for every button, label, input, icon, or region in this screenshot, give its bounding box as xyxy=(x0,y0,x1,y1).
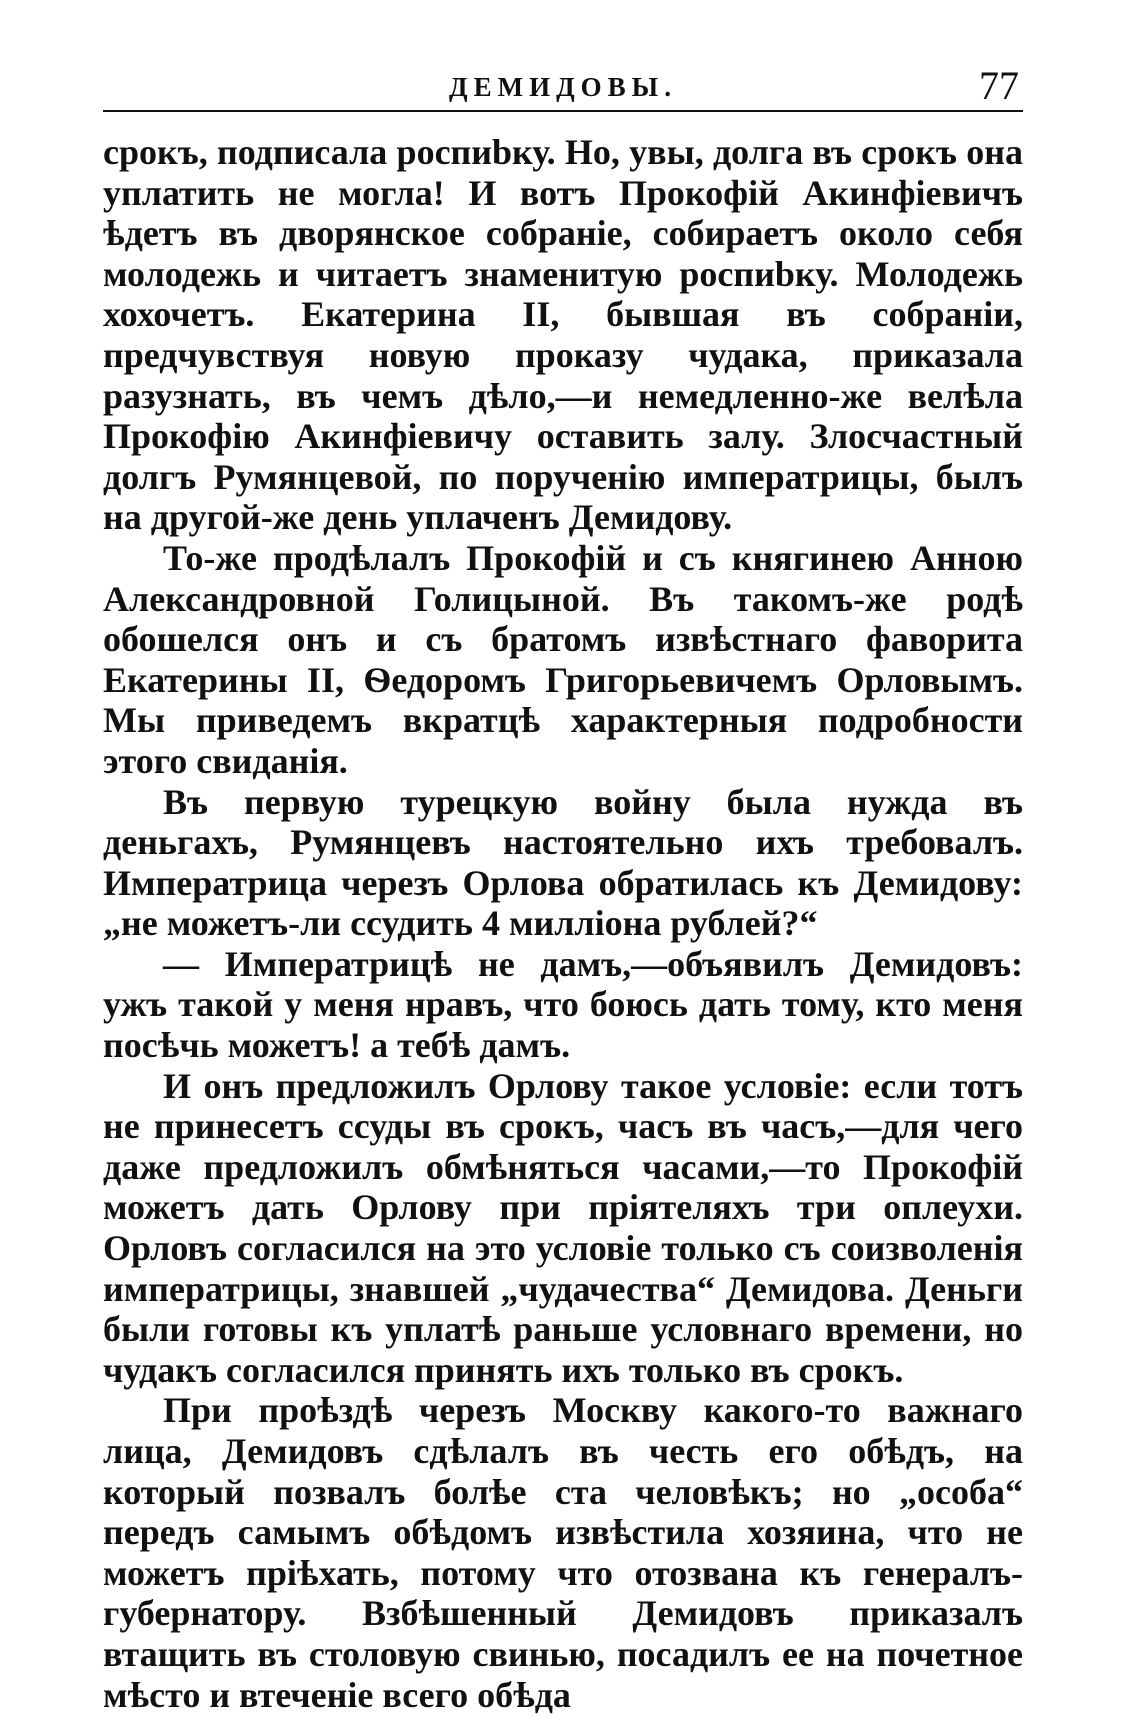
running-head xyxy=(103,60,1023,112)
book-page xyxy=(103,60,1023,1715)
running-title: ДЕМИДОВЫ. xyxy=(449,72,677,102)
paragraph-6: При проѣздѣ черезъ Москву какого-то важнаго лица, Демидовъ сдѣлалъ въ честь его обѣдъ, на который позвалъ болѣе ста человѣкъ; но „особа“ передъ самымъ обѣдомъ извѣстила хозяина, что не можетъ пріѣхать, потому что отозвана къ генералъ-губернатору. Взбѣшенный Демидовъ приказалъ втащить въ столовую свинью, посадилъ ее на почетное мѣсто и втеченіе всего обѣда xyxy=(103,1390,1023,1715)
body-text xyxy=(103,132,1023,1715)
paragraph-4: — Императрицѣ не дамъ,—объявилъ Демидовъ: ужъ такой у меня нравъ, что боюсь дать тому, кто меня посѣчь можетъ! а тебѣ дамъ. xyxy=(103,943,1023,1066)
paragraph-2: То-же продѣлалъ Прокофій и съ княгинею Анною Александровной Голицыной. Въ такомъ-же родѣ обошелся онъ и съ братомъ извѣстнаго фаворита Екатерины II, Ѳедоромъ Григорьевичемъ Орловымъ. Мы приведемъ вкратцѣ характерныя подробности этого свиданія. xyxy=(103,537,1023,781)
paragraph-3: Въ первую турецкую войну была нужда въ деньгахъ, Румянцевъ настоятельно ихъ требовалъ. Императрица черезъ Орлова обратилась къ Демидову: „не можетъ-ли ссудить 4 милліона рублей?“ xyxy=(103,781,1023,944)
page-number: 77 xyxy=(979,63,1019,108)
paragraph-5: И онъ предложилъ Орлову такое условіе: если тотъ не принесетъ ссуды въ срокъ, часъ въ часъ,—для чего даже предложилъ обмѣняться часами,—то Прокофій можетъ дать Орлову при пріятеляхъ три оплеухи. Орловъ согласился на это условіе только съ соизволенія императрицы, знавшей „чудачества“ Демидова. Деньги были готовы къ уплатѣ раньше условнаго времени, но чудакъ согласился принять ихъ только въ срокъ. xyxy=(103,1065,1023,1390)
paragraph-1: срокъ, подписала роспиbку. Но, увы, долга въ срокъ она уплатить не могла! И вотъ Прокофій Акинфіевичъ ѣдетъ въ дворянское собраніе, собираетъ около себя молодежь и читаетъ знаменитую роспиbку. Молодежь хохочетъ. Екатерина II, бывшая въ собраніи, предчувствуя новую проказу чудака, приказала разузнать, въ чемъ дѣло,—и немедленно-же велѣла Прокофію Акинфіевичу оставить залу. Злосчастный долгъ Румянцевой, по порученію императрицы, былъ на другой-же день уплаченъ Демидову. xyxy=(103,132,1023,538)
